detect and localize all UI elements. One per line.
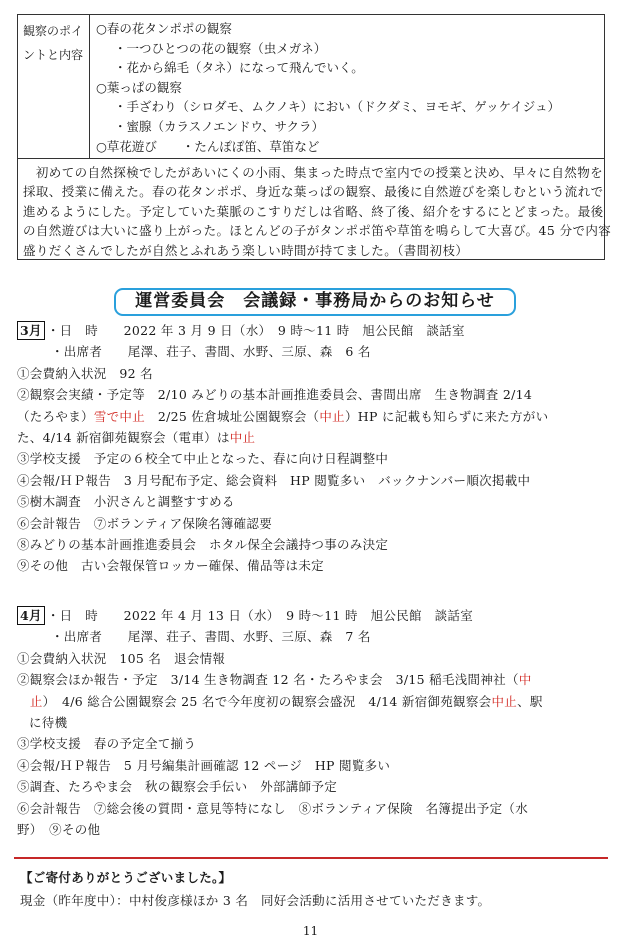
cancelled-label: 中止 [319, 408, 345, 424]
observation-row [18, 15, 604, 159]
observation-line: ○葉っぱの観察 [96, 79, 182, 95]
march-item-5: ⑤樹木調査 小沢さんと調整すすめる [17, 494, 235, 510]
observation-line: ○草花遊び ・たんぽぽ笛、草笛など [96, 138, 320, 154]
march-item-2-cont [17, 406, 607, 427]
april-item-2 [17, 669, 607, 690]
report-line: 盛りだくさんでしたが自然とふれあう楽しい時間が持てました。（書間初枝） [23, 242, 469, 258]
cancelled-label: 中止 [491, 693, 518, 709]
april-date-line [17, 605, 607, 626]
report-line: 進めるようにした。予定していた葉脈のこすりだしは省略、終了後、紹介をするにとどまった。最後 [23, 203, 604, 219]
text-segment: （たろやま） [17, 408, 94, 424]
observation-content [96, 19, 601, 156]
april-item-6-cont: 野） ⑨その他 [17, 821, 101, 837]
observation-label: 観察のポイントと内容 [18, 15, 90, 158]
observation-report [23, 163, 612, 260]
observation-line: ・手ざわり（シロダモ、ムクノキ）におい（ドクダミ、ヨモギ、ゲッケイジュ） [114, 99, 561, 115]
cancelled-label: 雪で中止 [93, 408, 146, 424]
month-badge-march: 3月 [17, 321, 45, 340]
report-line: の自然遊びは大いに盛り上がった。ほとんどの子がタンポポ笛や草笛を鳴らして大喜び。45 分で内容 [23, 223, 612, 239]
march-item-8: ⑧みどりの基本計画推進委員会 ホタル保全会議持つ事のみ決定 [17, 536, 389, 552]
march-date-line [17, 320, 607, 341]
text-segment: ②観察会ほか報告・予定 3/14 生き物調査 12 名・たろやま会 3/15 稲毛浅間神社（ [17, 672, 519, 688]
report-line: 初めての自然探検でしたがあいにくの小雨、集まった時点で室内での授業と決め、早々に自然物を [23, 165, 604, 180]
march-item-2-cont [17, 427, 607, 448]
page-number: 11 [302, 924, 319, 938]
march-item-2: ②観察会実績・予定等 2/10 みどりの基本計画推進委員会、書間出席 生き物調査 2/14 [17, 387, 533, 403]
april-item-3: ③学校支援 春の予定全て揃う [17, 736, 197, 752]
march-date: ・日 時 2022 年 3 月 9 日（水） 9 時～11 時 旭公民館 談話室 [46, 323, 465, 338]
april-attendees: ・出席者 尾澤、荘子、書間、水野、三原、森 7 名 [51, 629, 371, 645]
text-segment: 2/25 佐倉城址公園観察会（ [145, 408, 320, 424]
march-attendees: ・出席者 尾澤、荘子、書間、水野、三原、森 6 名 [51, 344, 371, 360]
march-item-9: ⑨その他 古い会報保管ロッカー確保、備品等は未定 [17, 558, 324, 574]
april-item-2-cont [17, 691, 607, 712]
section-title: 運営委員会 会議録・事務局からのお知らせ [114, 288, 516, 316]
text-segment: ）HP に記載も知らずに来た方がい [344, 408, 549, 424]
march-item-6: ⑥会計報告 ⑦ボランティア保険名簿確認要 [17, 515, 273, 531]
cancelled-label: 中 [518, 672, 532, 688]
text-segment: ） 4/6 総合公園観察会 25 名で今年度初の観察会盛況 4/14 新宿御苑観察会 [42, 693, 492, 709]
march-minutes [17, 320, 607, 577]
march-item-4: ④会報/ＨＰ報告 3 月号配布予定、総会資料 HP 閲覧多い バックナンバー順次掲載中 [17, 472, 531, 488]
text-segment: 、駅 [517, 693, 543, 709]
donations-text: 現金（昨年度中）：中村俊彦様ほか 3 名 同好会活動に活用させていただきます。 [20, 893, 491, 908]
april-item-5: ⑤調査、たろやま会 秋の観察会手伝い 外部講師予定 [17, 779, 338, 795]
donations-title: 【ご寄付ありがとうございました。】 [20, 870, 232, 885]
april-item-4: ④会報/ＨＰ報告 5 月号編集計画確認 12 ページ HP 閲覧多い [17, 757, 391, 773]
observation-box [17, 14, 612, 260]
observation-line: ・一つひとつの花の観察（虫メガネ） [114, 40, 327, 56]
march-item-3: ③学校支援 予定の６校全て中止となった、春に向け日程調整中 [17, 451, 389, 467]
april-minutes [17, 605, 607, 840]
observation-line: ○春の花タンポポの観察 [96, 21, 232, 36]
month-badge-april: 4月 [17, 606, 45, 625]
observation-line: ・蜜腺（カラスノエンドウ、サクラ） [114, 118, 325, 134]
march-item-1: ①会費納入状況 92 名 [17, 365, 153, 381]
april-item-1: ①会費納入状況 105 名 退会情報 [17, 650, 226, 666]
text-segment: た、4/14 新宿御苑観察会（電車）は [17, 429, 230, 445]
april-item-2-cont: に待機 [29, 714, 68, 730]
observation-line: ・花から綿毛（タネ）になって飛んでいく。 [114, 60, 364, 76]
donations-section [20, 866, 610, 912]
april-date: ・日 時 2022 年 4 月 13 日（水） 9 時～11 時 旭公民館 談話室 [46, 608, 474, 623]
cancelled-label: 中止 [229, 429, 256, 445]
red-divider [14, 857, 608, 859]
report-line: 採取、授業に備えた。春の花タンポポ、身近な葉っぱの観察、最後に自然遊びを楽しむという流れで [23, 184, 604, 200]
cancelled-label: 止 [29, 693, 43, 709]
april-item-6: ⑥会計報告 ⑦総会後の質問・意見等特になし ⑧ボランティア保険 名簿提出予定（水 [17, 800, 529, 816]
